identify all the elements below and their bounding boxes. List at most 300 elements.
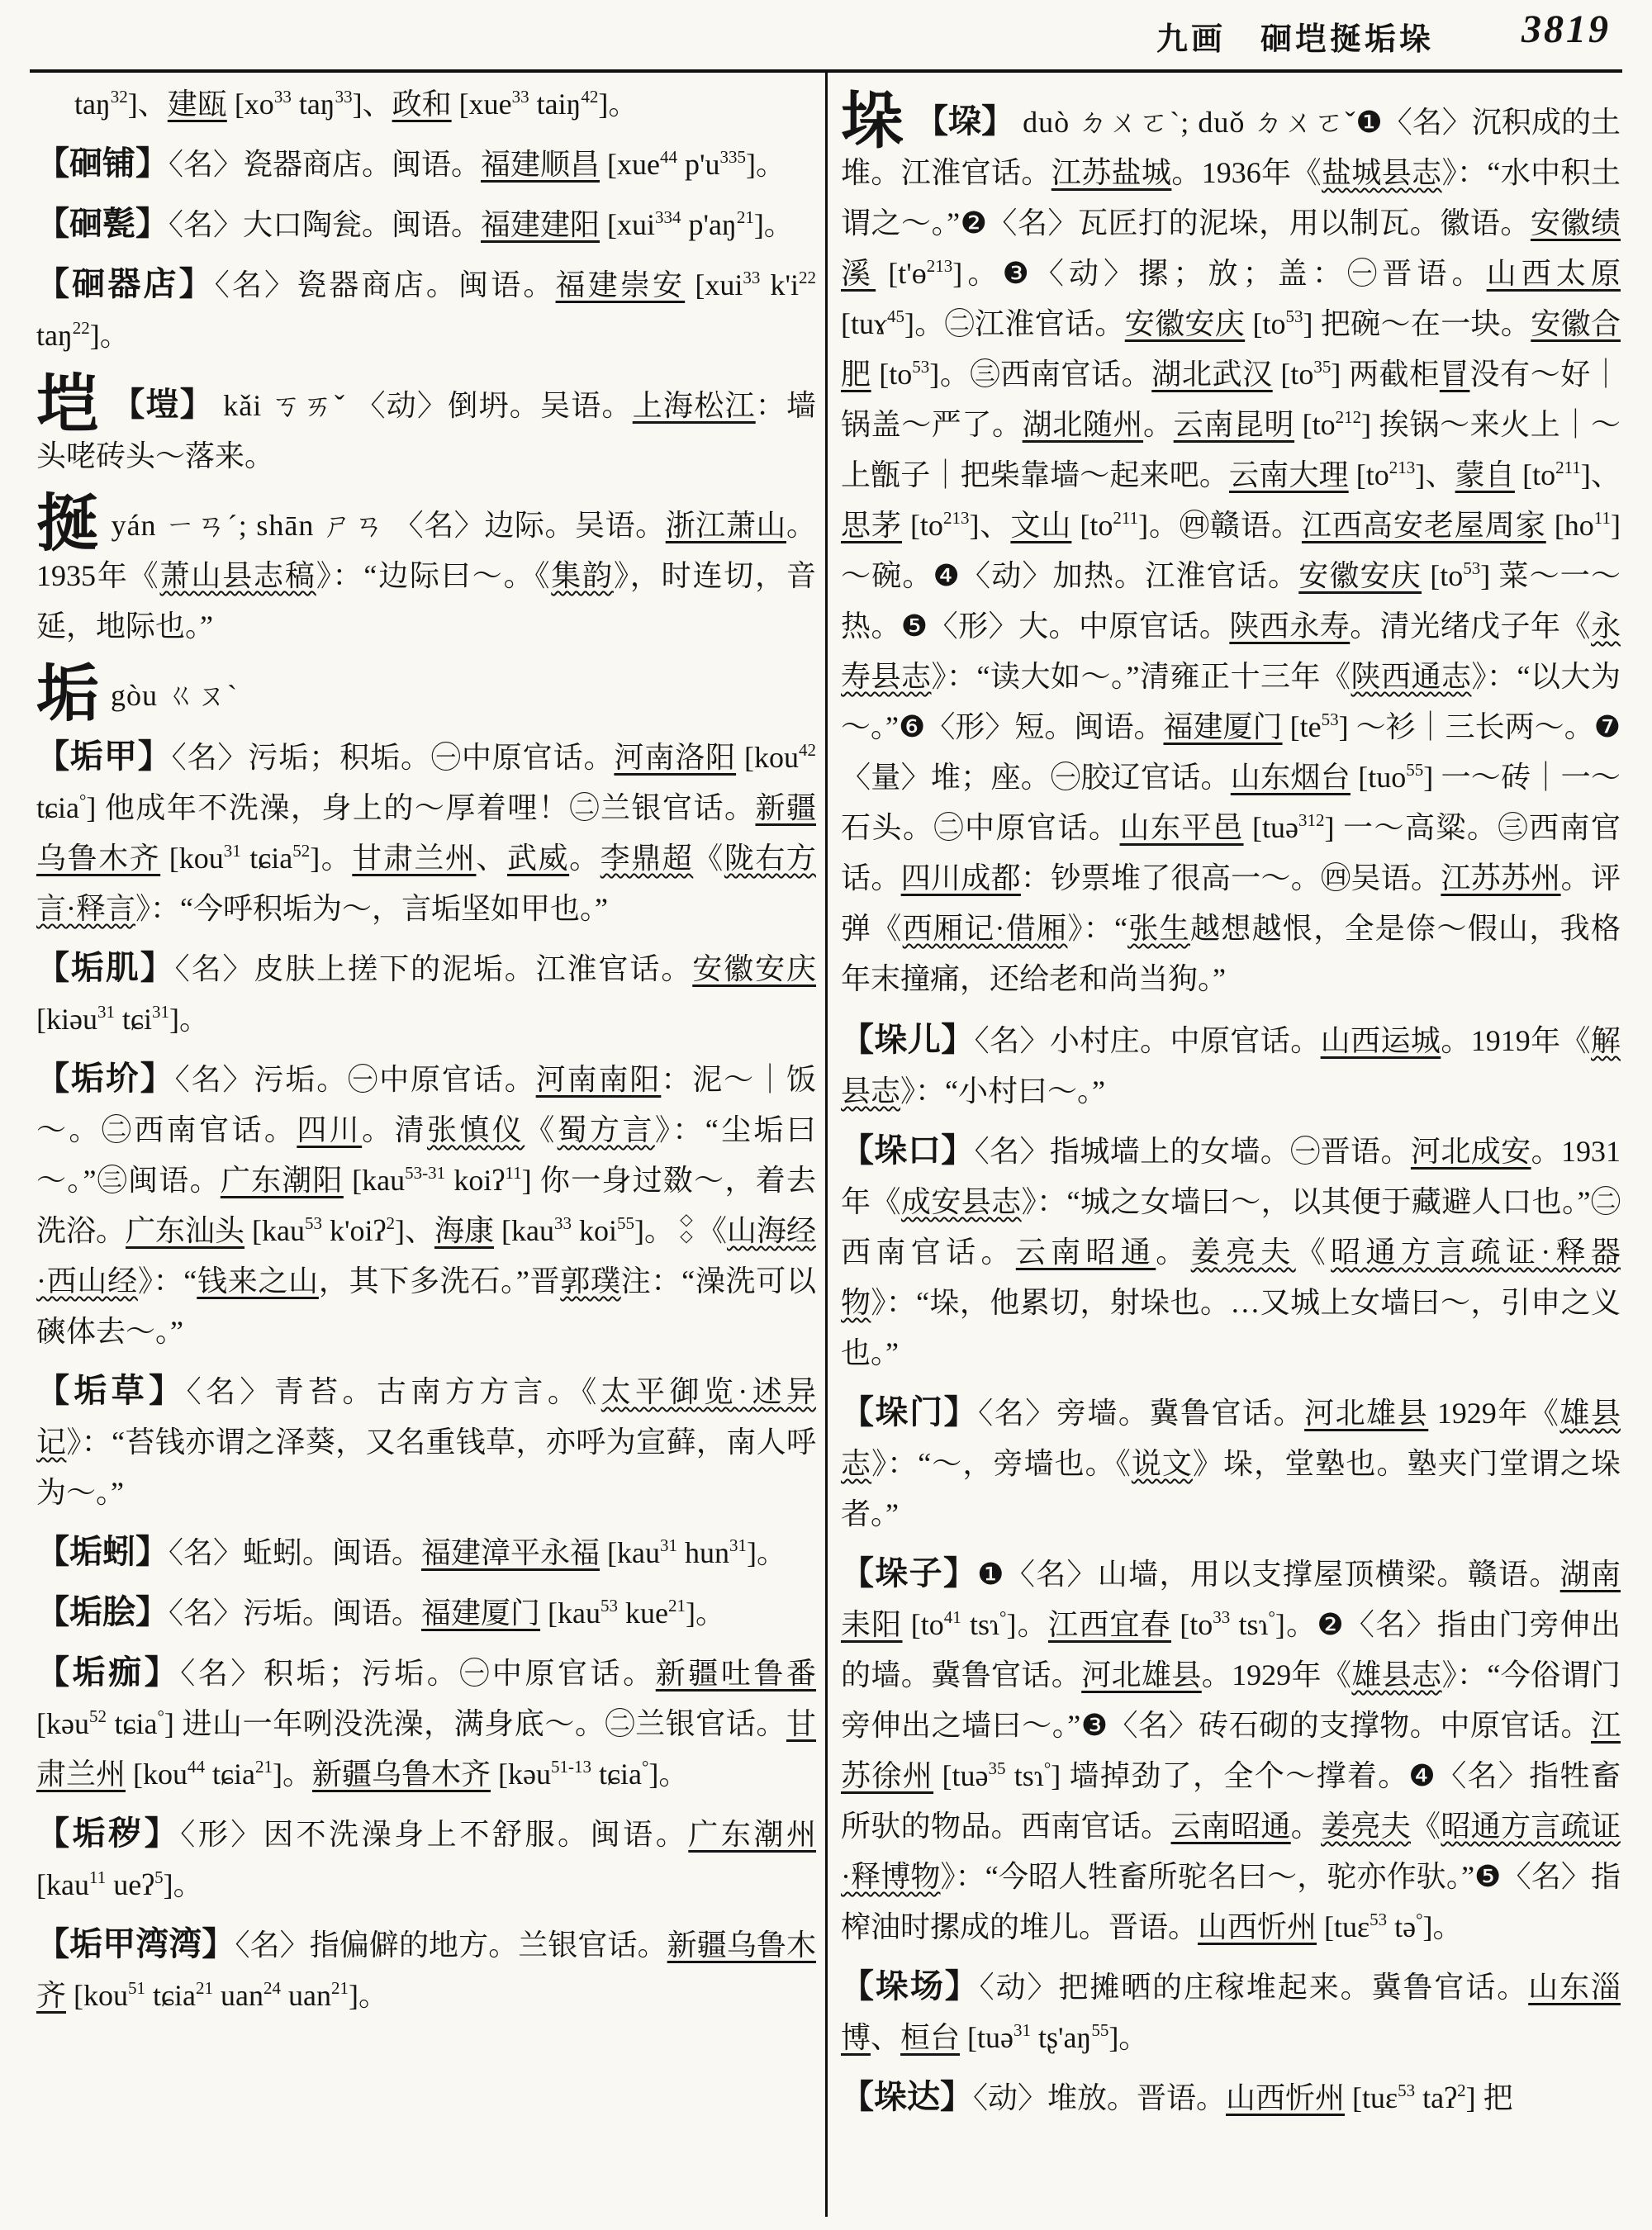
place-name: 山东平邑 [1119, 811, 1244, 844]
place-name: 江苏苏州 [1441, 861, 1561, 894]
text-run: tɕia [240, 842, 293, 875]
text-run: [to [901, 509, 943, 542]
text-run: 〈名〉指城墙上的女墙。㊀晋语。 [974, 1135, 1411, 1168]
right-column [841, 78, 1621, 2132]
book-title: 雄县志 [1351, 1658, 1442, 1691]
tone-superscript: ° [641, 1757, 649, 1777]
text-run: ]、 [394, 1214, 434, 1247]
place-name: 福建漳平永福 [421, 1536, 601, 1569]
entry-duo-kou [841, 1125, 1621, 1378]
text-run: 〈名〉大口陶瓮。闽语。 [169, 208, 482, 241]
book-title: 昭通方言疏证·释器物 [841, 1236, 1621, 1319]
place-name: 四川 [297, 1113, 363, 1146]
text-run: 1929年《 [1428, 1397, 1560, 1430]
tone-superscript: 51 [128, 1978, 146, 1998]
text-run: [to [1245, 307, 1286, 340]
text-run: tɕia [36, 791, 79, 824]
page-number: 3819 [1521, 7, 1611, 51]
text-run: 《 [1295, 1236, 1332, 1269]
book-title: 西厢记·借厢 [902, 912, 1068, 945]
entry-duo-er [841, 1014, 1621, 1117]
tone-superscript: 41 [943, 1607, 961, 1627]
place-name: 文山 [1010, 509, 1072, 542]
text-run: 《 [696, 1214, 727, 1247]
text-run: [xo [226, 88, 274, 121]
entry-duo-zi [841, 1548, 1621, 1952]
entry-hui-pu [36, 138, 816, 190]
text-run: 越想越恨，全是倷～假山，我格年末撞痛，还给老和尚当狗。” [841, 912, 1621, 995]
text-run: ] 菜～一～热。❺〈形〉大。中原官话。 [841, 559, 1621, 643]
place-name: 云南昭通 [1170, 1810, 1291, 1843]
place-name: 江西宜春 [1047, 1608, 1171, 1641]
text-run: ]、 [352, 88, 392, 121]
compound-headword: 【垢圿】 [36, 1060, 175, 1097]
pronunciation: kǎi ㄎㄞˇ [214, 389, 356, 422]
entry-gou-ji [36, 942, 816, 1045]
place-name: 安徽安庆 [1298, 559, 1422, 592]
text-run: ] 他成年不洗澡，身上的～厚着哩！㊁兰银官话。 [86, 791, 756, 824]
tone-superscript: 45 [886, 306, 904, 326]
tone-superscript: ° [1416, 1910, 1423, 1929]
text-run: 。1931年《 [841, 1135, 1621, 1218]
text-run: ]。 [1108, 2021, 1149, 2054]
text-run: uan [212, 1979, 263, 2012]
compound-headword: 【垢脍】 [36, 1593, 169, 1630]
text-run: 《 [525, 1113, 558, 1146]
tone-superscript: 21 [330, 1978, 349, 1998]
entry-duo-chang [841, 1961, 1621, 2063]
tone-superscript: 213 [1389, 458, 1416, 477]
tone-superscript: 44 [660, 147, 677, 167]
text-run: ]。 [1006, 1608, 1048, 1641]
tone-superscript: 335 [719, 147, 746, 167]
text-run: tʂ'aŋ [1031, 2021, 1092, 2054]
text-run: 〈形〉因不洗澡身上不舒服。闽语。 [180, 1818, 689, 1851]
tone-superscript: 32 [110, 87, 128, 107]
place-name: 新疆乌鲁木齐 [36, 1929, 816, 2012]
text-run: [xue [600, 148, 660, 181]
text-run: 《 [693, 842, 724, 875]
text-run: 》：“尘垢曰～。”㊂闽语。 [36, 1113, 816, 1197]
text-run: koi [571, 1214, 617, 1247]
text-run: ]。 [348, 1979, 388, 2012]
text-run: 〈动〉把摊晒的庄稼堆起来。冀鲁官话。 [979, 1971, 1529, 2004]
text-run: tsɿ [961, 1608, 1000, 1641]
compound-headword: 【垛达】 [841, 2078, 973, 2115]
entry-gou-kuai [36, 1587, 816, 1639]
tone-superscript: 2 [386, 1213, 395, 1233]
text-run: 》：“以大为～。”❻〈形〉短。闽语。 [841, 660, 1621, 743]
compound-headword: 【垛子】 [841, 1554, 978, 1592]
text-run: ]。 [648, 1758, 689, 1791]
text-run: 》：“今呼积垢为～，言垢坚如甲也。” [135, 892, 608, 925]
person-name: 姜亮夫 [1321, 1810, 1412, 1843]
text-run: p'u [677, 148, 720, 181]
text-run: ：泥～｜饭～。㊁西南官话。 [36, 1063, 816, 1146]
text-run: 。 [569, 842, 601, 875]
text-run: 》，时连切，音延，地际也。” [36, 559, 816, 643]
text-run: hun [677, 1536, 729, 1569]
headword-char: 垢 [36, 660, 99, 729]
citation-diamond-icon: ◇◇ [676, 1209, 695, 1242]
compound-headword: 【垛门】 [841, 1393, 979, 1431]
book-title: 陕西通志 [1351, 660, 1472, 693]
book-title: 永寿县志 [841, 610, 1621, 693]
place-name: 安徽安庆 [692, 952, 816, 985]
text-run: [kau [36, 1868, 89, 1901]
tone-superscript: 31 [729, 1535, 747, 1555]
tone-superscript: 53 [1370, 1910, 1388, 1929]
text-run: 》：“垛，他累切，射垛也。…又城上女墙曰～，引申之义也。” [841, 1286, 1621, 1369]
place-name: 广东汕头 [126, 1214, 245, 1247]
entry-shan [36, 490, 816, 652]
text-run: 〈名〉旁墙。冀鲁官话。 [978, 1397, 1305, 1430]
text-run: tɕia [106, 1707, 158, 1740]
headword-char: 垲 [36, 370, 101, 439]
text-run: ]。❸〈动〉摞；放；盖：㊀晋语。 [952, 257, 1487, 290]
entry-duo-da [841, 2071, 1621, 2123]
tone-superscript: 44 [188, 1757, 206, 1777]
text-run: taŋ [36, 319, 73, 352]
tone-superscript: 11 [505, 1163, 522, 1183]
tone-superscript: 53 [305, 1213, 322, 1233]
book-title: 成安县志 [900, 1185, 1022, 1218]
text-run: 。1929年《 [1201, 1658, 1352, 1691]
person-name: 张慎仪 [426, 1113, 525, 1146]
place-name: 江苏盐城 [1051, 156, 1172, 189]
entry-gou-yin [36, 1526, 816, 1578]
tone-superscript: 21 [667, 1596, 686, 1616]
text-run: [tuɛ [1345, 2081, 1398, 2114]
tone-superscript: 52 [88, 1706, 107, 1726]
text-run: [to [1294, 408, 1336, 441]
text-run: kue [618, 1597, 668, 1630]
text-run: 〈名〉小村庄。中原官话。 [974, 1024, 1321, 1057]
text-run: 〈名〉积垢；污垢。㊀中原官话。 [180, 1657, 656, 1690]
tone-superscript: 31 [660, 1535, 677, 1555]
tone-superscript: 35 [1313, 357, 1332, 377]
text-run: 。 [1290, 1810, 1322, 1843]
text-run: ] 进山一年咧没洗澡，满身底～。㊁兰银官话。 [164, 1707, 786, 1740]
compound-headword: 【垢蚓】 [36, 1533, 169, 1570]
place-name: 江西高安老屋周家 [1301, 509, 1546, 542]
text-run: 。 [1156, 1236, 1191, 1269]
entry-gou-jia-wan-wan [36, 1919, 816, 2021]
tone-superscript: 334 [655, 207, 681, 227]
place-name: 福建厦门 [1163, 710, 1283, 743]
tone-superscript: 35 [988, 1758, 1006, 1778]
text-run: [tuə [960, 2021, 1014, 2054]
tone-superscript: 53-31 [405, 1163, 446, 1183]
tone-superscript: 53 [1398, 2081, 1416, 2100]
text-run: [xui [600, 208, 656, 241]
text-run: 》：“边际曰～。《 [316, 559, 552, 592]
text-run: ]。 [1422, 1910, 1463, 1943]
text-run: 〈名〉蚯蚓。闽语。 [169, 1536, 422, 1569]
text-run: 〈名〉污垢；积垢。㊀中原官话。 [171, 741, 615, 774]
place-name: 河北雄县 [1304, 1397, 1429, 1430]
text-run: ] 把碗～在一块。 [1303, 307, 1531, 340]
text-run: 。清 [362, 1113, 427, 1146]
place-name: 山东烟台 [1230, 761, 1351, 794]
tone-superscript: 33 [335, 87, 353, 107]
compound-headword: 【垢甲湾湾】 [36, 1925, 235, 1962]
tone-superscript: ° [1043, 1758, 1051, 1778]
text-run: [to [1514, 458, 1556, 491]
place-name: 广东潮阳 [220, 1164, 344, 1197]
tone-superscript: 51-13 [550, 1757, 591, 1777]
text-run: [xui [685, 268, 743, 301]
text-run: tɕia [591, 1758, 642, 1791]
compound-headword: 【硘铺】 [36, 145, 169, 182]
text-run: [tuɤ [841, 307, 887, 340]
text-run: ]。 [747, 1536, 786, 1569]
text-run: 《 [1411, 1810, 1441, 1843]
compound-headword: 【垢甲】 [36, 738, 172, 775]
text-run: 》：“～，旁墙也。《 [871, 1447, 1132, 1480]
tone-superscript: 33 [743, 268, 761, 287]
place-name: 新疆吐鲁番 [655, 1657, 816, 1690]
text-run: [kau [244, 1214, 305, 1247]
place-name: 新疆乌鲁木齐 [36, 791, 816, 875]
tone-superscript: 33 [273, 87, 292, 107]
book-title: 盐城县志 [1321, 156, 1442, 189]
tone-superscript: 21 [736, 207, 754, 227]
text-run: 〈名〉青苔。古南方方言。《 [186, 1375, 601, 1408]
text-run: tə [1387, 1910, 1417, 1943]
place-name: 武威 [507, 842, 570, 875]
text-run: 〈动〉倒坍。吴语。 [355, 389, 633, 422]
text-run: ]。㊂西南官话。 [929, 358, 1152, 391]
text-run: ] 你一身过敪～，着去洗浴。 [36, 1164, 816, 1247]
text-run: 〈名〉边际。吴语。 [393, 509, 666, 542]
place-name: 上海松江 [632, 389, 756, 422]
text-run: k'oiʔ [322, 1214, 387, 1247]
book-title: 陇右方言·释言 [36, 842, 816, 925]
text-run: [kiəu [36, 1003, 97, 1036]
text-run: 、 [476, 842, 508, 875]
text-run: 〈名〉指偏僻的地方。兰银官话。 [235, 1929, 667, 1962]
text-run: [to [1348, 458, 1389, 491]
text-run: ] 两截柜 [1331, 358, 1440, 391]
text-run: tsɿ [1230, 1608, 1269, 1641]
person-name: 姜亮夫 [1190, 1236, 1296, 1269]
text-run: ]。 [598, 88, 638, 121]
text-run: k'i [760, 268, 799, 301]
text-run: ]。❷〈名〉指由门旁伸出的墙。冀鲁官话。 [841, 1608, 1621, 1691]
place-name: 山西太原 [1486, 257, 1621, 290]
entry-hui-qi-dian [36, 259, 816, 361]
compound-headword: 【垛儿】 [841, 1021, 975, 1058]
text-run: [tuə [933, 1759, 989, 1792]
entry-kai [36, 370, 816, 482]
entry-duo-men [841, 1387, 1621, 1540]
book-title: 雄县志 [841, 1397, 1621, 1480]
text-run: ]。 [746, 148, 786, 181]
tone-superscript: 213 [926, 256, 953, 276]
place-name: 山西忻州 [1198, 1910, 1317, 1943]
text-run: 。1919年《 [1441, 1024, 1591, 1057]
place-name: 福建顺昌 [481, 148, 601, 181]
tone-superscript: 21 [254, 1757, 273, 1777]
pronunciation: duò ㄉㄨㄛˋ; duǒ ㄉㄨㄛˇ [1014, 106, 1356, 139]
text-run: ] 一～高粱。㊂西南官话。 [841, 811, 1621, 894]
tone-superscript: 24 [263, 1978, 281, 1998]
book-title: 蜀方言 [557, 1113, 655, 1146]
tone-superscript: 55 [1091, 2020, 1109, 2040]
place-name: 陕西永寿 [1229, 610, 1351, 643]
text-run: 。清光绪戊子年《 [1350, 610, 1591, 643]
compound-headword: 【硘器店】 [36, 265, 215, 302]
text-run: ueʔ [106, 1868, 155, 1901]
place-name: 山西忻州 [1226, 2081, 1346, 2114]
text-run: [to [871, 358, 913, 391]
tone-superscript: 55 [1406, 760, 1424, 780]
place-name: 思茅 [841, 509, 902, 542]
text-run: ]。 [310, 842, 353, 875]
place-name: 新疆乌鲁木齐 [311, 1758, 491, 1791]
text-run: 、 [871, 2021, 901, 2054]
tone-superscript: ° [157, 1706, 164, 1726]
tone-superscript: 213 [942, 508, 970, 528]
emphasized-char: 冒 [1439, 358, 1470, 391]
text-run: koiʔ [445, 1164, 506, 1197]
place-name: 甘肃兰州 [352, 842, 477, 875]
text-run: taŋ [74, 88, 111, 121]
place-name: 浙江萧山 [665, 509, 786, 542]
headword-char: 垛 [841, 87, 904, 156]
tone-superscript: 211 [1555, 458, 1581, 477]
place-name: 河南洛阳 [614, 741, 737, 774]
text-run: ]。 [753, 208, 794, 241]
text-run: 〈名〉瓷器商店。闽语。 [169, 148, 482, 181]
text-run: ] 一～砖｜一～石头。㊁中原官话。 [841, 761, 1621, 844]
place-name: 云南昭通 [1015, 1236, 1156, 1269]
text-run: 》垛，堂塾也。塾夹门堂谓之垛者。” [841, 1447, 1621, 1530]
book-title: 解县志 [841, 1024, 1621, 1108]
tone-superscript: 2 [1457, 2081, 1466, 2100]
place-name: 云南昆明 [1173, 408, 1295, 441]
text-run: 》：“ [137, 1264, 197, 1298]
entry-gou-cao [36, 1365, 816, 1518]
text-run: [t'ɵ [876, 257, 927, 290]
running-head: 九画 硘垲挻垢垛 [1156, 22, 1435, 57]
text-run: 。1936年《 [1171, 156, 1322, 189]
tone-superscript: 22 [799, 268, 816, 287]
place-name: 河南南阳 [535, 1063, 662, 1096]
text-run: [kau [343, 1164, 406, 1197]
text-run: 》：“ [1067, 912, 1128, 945]
text-run: [tuɛ [1317, 1910, 1370, 1943]
text-run: 。评弹《 [841, 861, 1621, 945]
text-run: 注：“澡洗可以磢体去～。” [36, 1264, 816, 1348]
entry-gou-jia3 [36, 1647, 816, 1800]
place-name: 安徽安庆 [1124, 307, 1246, 340]
book-title: 太平御览·述异记 [36, 1375, 816, 1459]
tone-superscript: 31 [1014, 2020, 1032, 2040]
text-run: [kau [600, 1536, 660, 1569]
tone-superscript: 53 [1463, 558, 1481, 578]
text-run: ]、 [969, 509, 1011, 542]
person-name: 郭璞 [560, 1264, 621, 1298]
tone-superscript: ° [78, 790, 87, 810]
text-run: 》：“城之女墙曰～，以其便于藏避人口也。”㊁西南官话。 [841, 1185, 1621, 1269]
compound-headword: 【垢痂】 [36, 1654, 181, 1691]
place-name: 蒙自 [1455, 458, 1515, 491]
book-title: 昭通方言疏证·释博物 [841, 1810, 1621, 1893]
tone-superscript: 42 [798, 740, 816, 760]
tone-superscript: 11 [88, 1867, 107, 1887]
tone-superscript: 31 [97, 1002, 115, 1022]
text-run: taiŋ [529, 88, 582, 121]
text-run: 》：“今俗谓门旁伸出之墙曰～。”❸〈名〉砖石砌的支撑物。中原官话。 [841, 1658, 1621, 1742]
place-name: 福建建阳 [481, 208, 601, 241]
text-run: taŋ [291, 88, 335, 121]
text-run: [kou [736, 741, 799, 774]
place-name: 山西运城 [1320, 1024, 1441, 1057]
headword-char: 挻 [36, 490, 100, 559]
place-name: 湖南耒阳 [841, 1558, 1621, 1641]
entry-duo [841, 87, 1621, 1004]
tone-superscript: 11 [1593, 508, 1611, 528]
text-run: 〈名〉污垢。㊀中原官话。 [174, 1063, 536, 1096]
text-run: tɕi [114, 1003, 152, 1036]
text-run: [tuo [1350, 761, 1407, 794]
text-run: [to [1272, 358, 1314, 391]
place-name: 湖北武汉 [1151, 358, 1273, 391]
text-run: [ho [1545, 509, 1594, 542]
text-run: [kau [540, 1597, 601, 1630]
text-run: [to [1170, 1608, 1213, 1641]
pronunciation: yán ㄧㄢˊ; shān ㄕㄢ [111, 509, 394, 542]
text-run: 》：“读大如～。”清雍正十三年《 [931, 660, 1351, 693]
place-name: 湖北随州 [1022, 408, 1144, 441]
text-run: 》：“苔钱亦谓之泽葵，又名重钱草，亦呼为宣藓，南人呼为～。” [36, 1426, 816, 1509]
left-column [36, 83, 816, 2029]
text-run: [kəu [491, 1758, 551, 1791]
text-run: 。1935年《 [36, 509, 816, 592]
compound-headword: 【垢肌】 [36, 949, 175, 986]
text-run: 〈名〉瓷器商店。闽语。 [214, 268, 556, 301]
text-run: tɕia [145, 1979, 196, 2012]
text-run: ]。 [89, 319, 130, 352]
place-name: 海康 [434, 1214, 494, 1247]
text-run: ]。 [634, 1214, 674, 1247]
text-run: ] 把 [1465, 2081, 1513, 2114]
text-run: ]。 [169, 1003, 209, 1036]
text-run: ]。 [685, 1597, 725, 1630]
compound-headword: 【塏】 [112, 386, 214, 423]
place-name: 建瓯 [167, 88, 227, 121]
text-run: ❶〈名〉山墙，用以支撑屋顶横梁。赣语。 [977, 1558, 1560, 1591]
tone-superscript: 33 [1213, 1607, 1231, 1627]
text-run: [to [1422, 559, 1464, 592]
text-run: 〈动〉堆放。晋语。 [973, 2081, 1227, 2114]
tone-superscript: 53 [912, 357, 930, 377]
person-name: 张生 [1127, 912, 1190, 945]
entry-hui-beng [36, 198, 816, 250]
tone-superscript: 33 [553, 1213, 572, 1233]
place-name: 江苏徐州 [841, 1709, 1621, 1792]
text-run: ] ～衫｜三长两～。❼〈量〉堆；座。㊀胶辽官话。 [841, 710, 1621, 794]
text-run: taʔ [1415, 2081, 1458, 2114]
text-run: ]。 [272, 1758, 312, 1791]
text-run: ] ～碗。❹〈动〉加热。江淮官话。 [841, 509, 1621, 592]
tone-superscript: 22 [72, 318, 90, 338]
book-title: 说文 [1131, 1447, 1193, 1480]
text-run: ] 墙掉劲了，全个～撑着。❹〈名〉指牲畜所驮的物品。西南官话。 [841, 1759, 1621, 1843]
place-name: 安徽合肥 [841, 307, 1621, 391]
